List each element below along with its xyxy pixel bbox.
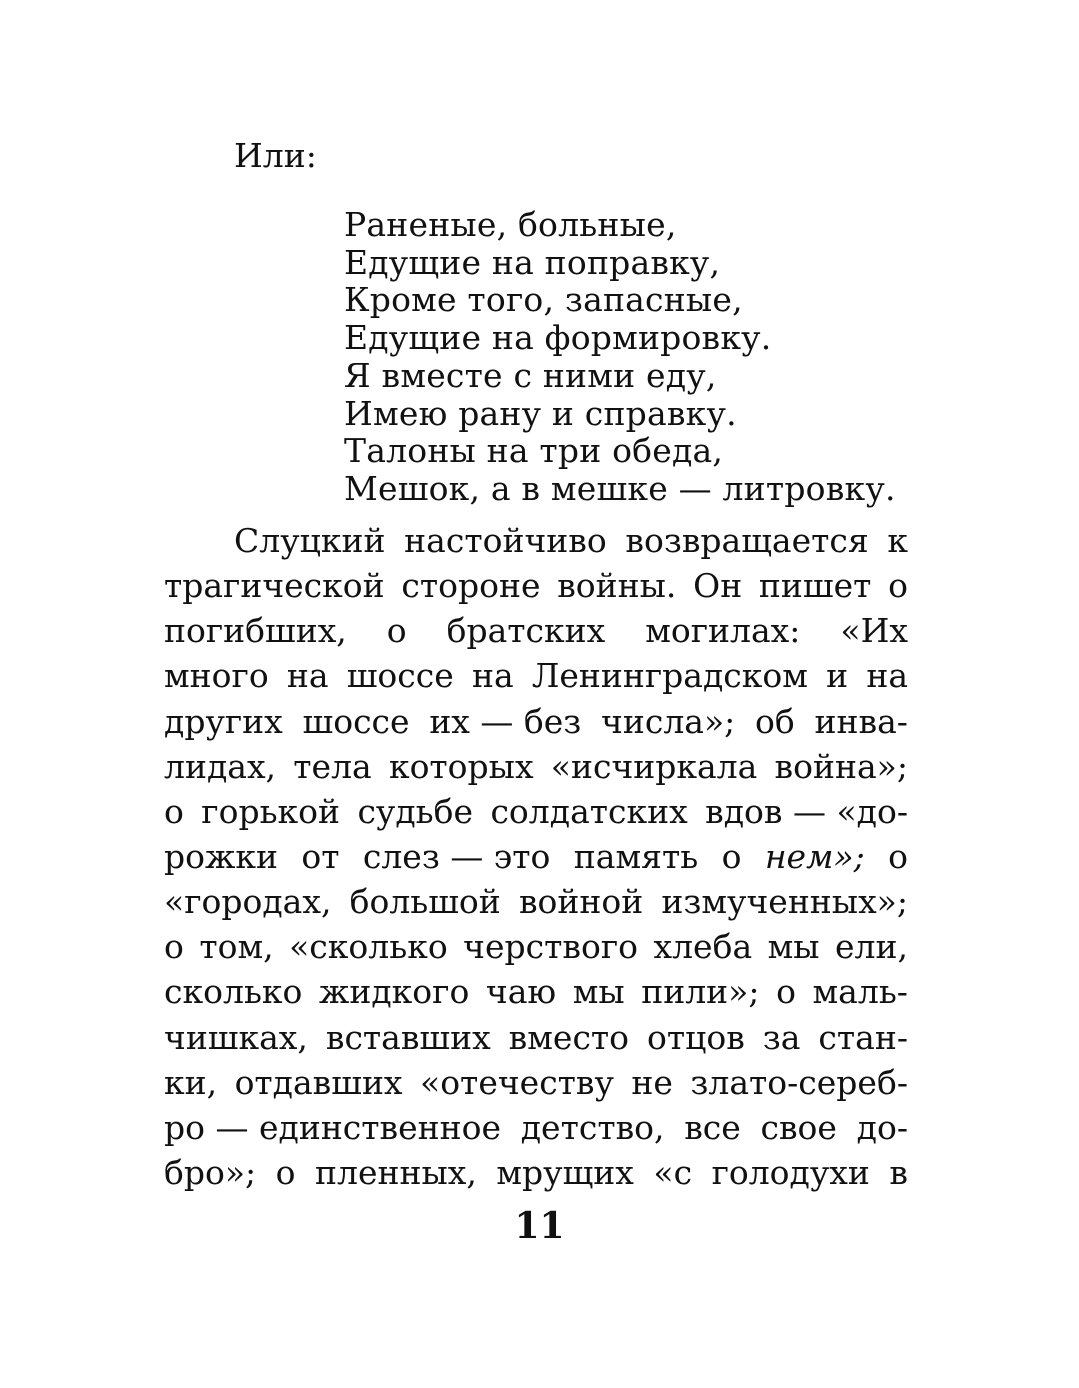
poem-line: Едущие на поправку, bbox=[344, 242, 721, 282]
prose-word: «исчиркала bbox=[550, 746, 758, 786]
prose-word: их — без bbox=[429, 701, 582, 741]
poem-line: Имею рану и справку. bbox=[344, 393, 737, 433]
prose-word: до- bbox=[856, 1107, 908, 1147]
prose-word: мы bbox=[572, 972, 625, 1012]
prose-line bbox=[164, 518, 908, 563]
prose-line bbox=[164, 653, 908, 698]
prose-line bbox=[164, 879, 908, 924]
prose-word: «с bbox=[653, 1152, 693, 1192]
prose-word: стан- bbox=[818, 1017, 908, 1057]
prose-word: бро»; bbox=[164, 1152, 257, 1192]
prose-word: которых bbox=[388, 746, 534, 786]
prose-line bbox=[164, 924, 908, 969]
prose-word: пили»; bbox=[641, 972, 760, 1012]
prose-word: стороне bbox=[401, 566, 541, 606]
prose-word: о bbox=[386, 611, 407, 651]
prose-word: горькой bbox=[201, 791, 341, 831]
prose-word: шоссе bbox=[302, 701, 410, 741]
prose-word: о bbox=[776, 972, 796, 1012]
prose-word: том, bbox=[199, 927, 274, 967]
prose-line bbox=[164, 699, 908, 744]
poem-line: Едущие на формировку. bbox=[344, 318, 772, 358]
prose-word: настойчиво bbox=[404, 521, 607, 560]
prose-word: возвращается bbox=[625, 521, 869, 560]
prose-word: черствого bbox=[463, 927, 638, 967]
prose-word: Слуцкий bbox=[234, 521, 386, 560]
prose-line bbox=[164, 834, 908, 879]
prose-word: к bbox=[887, 521, 908, 560]
prose-word: «сколько bbox=[289, 927, 448, 967]
prose-word: о bbox=[721, 836, 742, 876]
prose-word: измученных»; bbox=[661, 882, 908, 922]
poem-line: Кроме того, запасные, bbox=[344, 280, 743, 320]
prose-word: Он bbox=[693, 566, 743, 606]
prose-word: тела bbox=[293, 746, 372, 786]
prose-word: и bbox=[826, 656, 849, 696]
prose-word: большой bbox=[349, 882, 501, 922]
prose-word: других bbox=[164, 701, 283, 741]
prose-word: шоссе bbox=[346, 656, 454, 696]
prose-word: на bbox=[471, 656, 514, 696]
prose-word: ели, bbox=[835, 927, 908, 967]
prose-paragraph bbox=[164, 518, 908, 1195]
prose-word: хлеба bbox=[653, 927, 753, 967]
prose-word: война»; bbox=[774, 746, 908, 786]
prose-word: могилах: bbox=[645, 611, 801, 651]
prose-line bbox=[164, 969, 908, 1014]
poem-line: Раненые, больные, bbox=[344, 205, 677, 244]
prose-word: сколько bbox=[164, 972, 303, 1012]
prose-word: войны. bbox=[557, 566, 677, 606]
prose-word: нем»; bbox=[764, 836, 865, 876]
page-number: 11 bbox=[514, 1205, 565, 1247]
prose-word: инва- bbox=[814, 701, 908, 741]
prose-word: «городах, bbox=[164, 882, 332, 922]
prose-word: погибших, bbox=[164, 611, 347, 651]
poem-line: Мешок, а в мешке — литровку. bbox=[344, 468, 896, 508]
intro-text: Или: bbox=[234, 136, 317, 175]
prose-word: войной bbox=[518, 882, 644, 922]
prose-word: за bbox=[762, 1017, 801, 1057]
prose-word: ки, bbox=[164, 1062, 218, 1102]
prose-word: об bbox=[755, 701, 795, 741]
prose-line bbox=[164, 1150, 908, 1195]
prose-line bbox=[164, 1060, 908, 1105]
prose-word: пишет bbox=[758, 566, 872, 606]
prose-word: от bbox=[301, 836, 340, 876]
prose-line bbox=[164, 1105, 908, 1150]
prose-word: память bbox=[573, 836, 699, 876]
prose-line bbox=[164, 608, 908, 653]
prose-word: в bbox=[889, 1152, 908, 1192]
prose-word: вставших bbox=[325, 1017, 491, 1057]
prose-word: не bbox=[631, 1062, 673, 1102]
prose-word: о bbox=[888, 566, 908, 606]
prose-word: вдов — «до- bbox=[705, 791, 908, 831]
prose-word: Ленинградском bbox=[531, 656, 808, 696]
prose-word: слез — это bbox=[362, 836, 551, 876]
prose-word: жидкого bbox=[318, 972, 470, 1012]
prose-word: о bbox=[164, 927, 184, 967]
prose-word: все bbox=[684, 1107, 741, 1147]
prose-word: злато-сереб- bbox=[690, 1062, 908, 1102]
prose-word: «отечеству bbox=[420, 1062, 614, 1102]
prose-word: пленных, bbox=[315, 1152, 477, 1192]
prose-word: много bbox=[164, 656, 269, 696]
prose-word: рожки bbox=[164, 836, 278, 876]
prose-word: свое bbox=[760, 1107, 837, 1147]
prose-word: голодухи bbox=[711, 1152, 870, 1192]
poem-stanza bbox=[344, 206, 896, 508]
prose-word: чаю bbox=[485, 972, 557, 1012]
prose-word: братских bbox=[446, 611, 606, 651]
prose-word: мы bbox=[767, 927, 820, 967]
prose-word: мрущих bbox=[496, 1152, 634, 1192]
prose-word: «Их bbox=[840, 611, 908, 651]
prose-word: трагической bbox=[164, 566, 385, 606]
prose-word: вместо bbox=[508, 1017, 630, 1057]
prose-word: о bbox=[275, 1152, 296, 1192]
prose-word: маль- bbox=[812, 972, 908, 1012]
prose-line bbox=[164, 789, 908, 834]
prose-line bbox=[164, 1015, 908, 1060]
prose-word: ро — единственное bbox=[164, 1107, 502, 1147]
prose-word: на bbox=[286, 656, 329, 696]
poem-line: Я вместе с ними еду, bbox=[344, 355, 717, 395]
prose-line bbox=[164, 563, 908, 608]
prose-word: отдавших bbox=[234, 1062, 403, 1102]
prose-word: о bbox=[164, 791, 184, 831]
prose-word: о bbox=[888, 836, 908, 876]
prose-word: солдатских bbox=[490, 791, 688, 831]
prose-word: на bbox=[866, 656, 908, 696]
prose-word: детство, bbox=[520, 1107, 665, 1147]
prose-word: лидах, bbox=[164, 746, 277, 786]
prose-word: отцов bbox=[647, 1017, 745, 1057]
prose-word: чишках, bbox=[164, 1017, 308, 1057]
poem-line: Талоны на три обеда, bbox=[344, 431, 724, 471]
prose-word: судьбе bbox=[357, 791, 474, 831]
prose-line bbox=[164, 744, 908, 789]
prose-word: числа»; bbox=[601, 701, 736, 741]
